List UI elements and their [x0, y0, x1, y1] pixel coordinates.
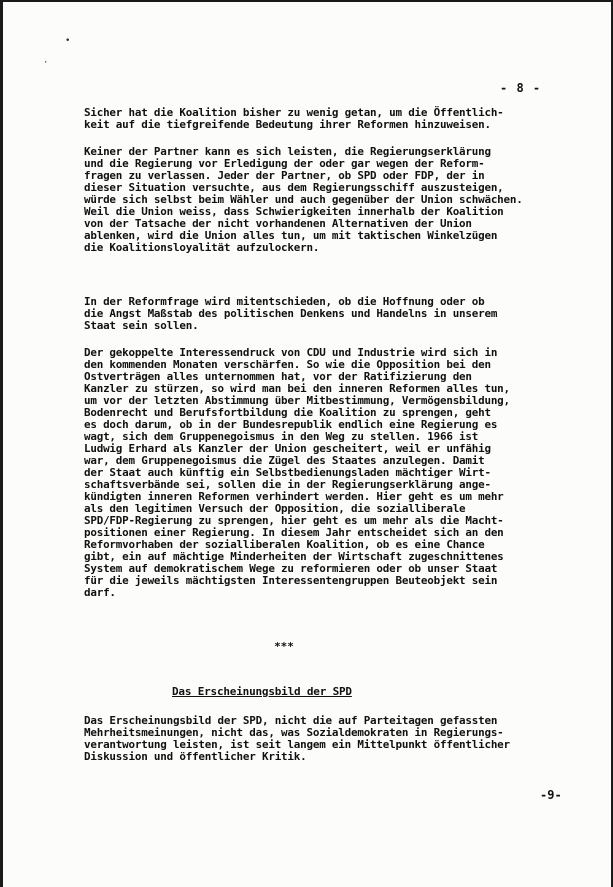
paragraph-1: Sicher hat die Koalition bisher zu wenig getan, um die Öffentlich- keit auf die tiefgreifende Bedeutung ihrer Reformen hinzuweisen. [84, 106, 504, 131]
page-number: - 8 - [500, 81, 542, 95]
section-heading: Das Erscheinungsbild der SPD [172, 685, 352, 698]
scan-mark: · [43, 58, 49, 68]
paragraph-5: Das Erscheinungsbild der SPD, nicht die auf Parteitagen gefassten Mehrheitsmeinungen, nicht das, was Sozialdemokraten in Regierungs- verantwortung leisten, ist seit langem ein Mittelpunkt öffentlicher Diskussion und öffentlicher Kritik. [84, 714, 510, 763]
section-separator: *** [274, 640, 294, 653]
paragraph-4: Der gekoppelte Interessendruck von CDU und Industrie wird sich in den kommenden Monaten verschärfen. So wie die Opposition bei den Ostverträgen alles unternommen hat, vor der Ratifizierung den Kanzler zu stürzen, so wird man bei den inneren Reformen alles tun, um vor der letzten Abstimmung über Mitbestimmung, Vermögensbildung, Bodenrecht und Berufsfortbildung die Koalition zu sprengen, geht es doch darum, ob in der Bundesrepublik endlich eine Regierung es wagt, sich dem Gruppenegoismus in den Weg zu stellen. 1966 ist Ludwig Erhard als Kanzler der Union gescheitert, weil er unfähig war, dem Gruppenegoismus die Zügel des Staates anzulegen. Damit der Staat auch künftig ein Selbstbedienungsladen mächtiger Wirt- schaftsverbände sei, sollen die in der Regierungserklärung ange- kündigten inneren Reformen verhindert werden. Hier geht es um mehr als den legitimen Versuch der Opposition, die sozialliberale SPD/FDP-Regierung zu sprengen, hier geht es um mehr als die Macht- positionen einer Regierung. In diesem Jahr entscheidet sich an den Reformvorhaben der sozialliberalen Koalition, ob es eine Chance gibt, ein auf mächtige Minderheiten der Wirtschaft zugeschnittenes System auf demokratischem Wege zu reformieren oder ob unser Staat für die jeweils mächtigsten Interessentengruppen Beuteobjekt sein darf. [84, 346, 510, 599]
scan-mark: • [65, 36, 71, 46]
paragraph-2: Keiner der Partner kann es sich leisten, die Regierungserklärung und die Regierung vor Erledigung der oder gar wegen der Reform- fragen zu verlassen. Jeder der Partner, ob SPD oder FDP, der in dieser Situation versuchte, aus dem Regierungsschiff auszusteigen, würde sich selbst beim Wähler und auch gegenüber der Union schwächen. Weil die Union weiss, dass Schwierigkeiten innerhalb der Koalition von der Tatsache der nicht vorhandenen Alternativen der Union ablenken, wird die Union alles tun, um mit taktischen Winkelzügen die Koalitionsloyalität aufzulockern. [84, 145, 523, 254]
paragraph-3: In der Reformfrage wird mitentschieden, ob die Hoffnung oder ob die Angst Maßstab des politischen Denkens und Handelns in unserem Staat sein sollen. [84, 295, 498, 332]
next-page-marker: -9- [540, 788, 562, 802]
body-text [84, 107, 584, 599]
